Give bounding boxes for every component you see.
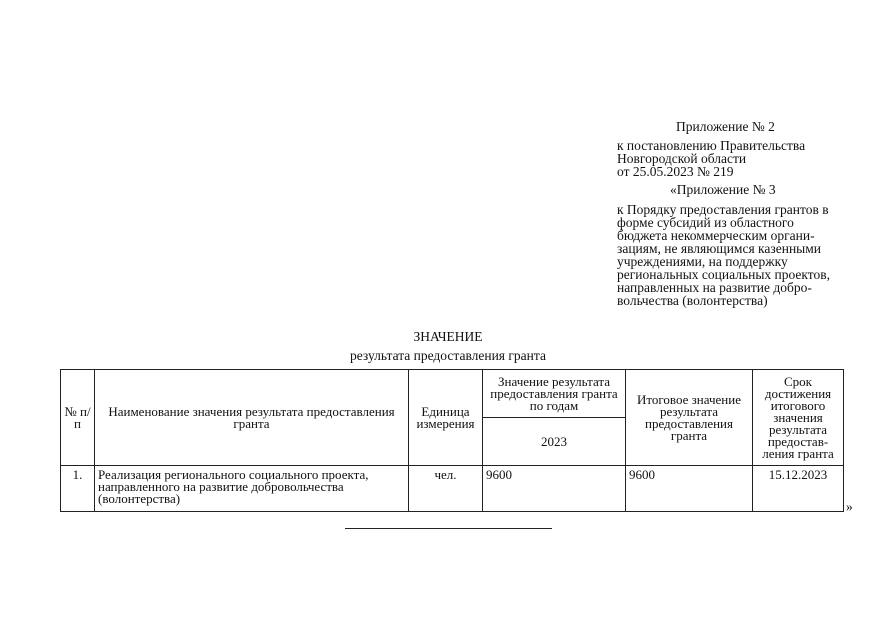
table-header-row — [61, 370, 844, 418]
closing-quote: » — [846, 499, 853, 514]
appendix-2-label: Приложение № 2 — [676, 119, 775, 134]
separator-line — [345, 528, 552, 529]
order-line: вольчества (волонтерства) — [617, 293, 768, 308]
order-reference — [617, 203, 847, 307]
order-line: зациям, не являющимся казенными — [617, 241, 822, 256]
header-name: Наименование значения результата предоставления гранта — [95, 370, 409, 466]
order-line: к Порядку предоставления грантов в — [617, 202, 829, 217]
order-line: бюджета некоммерческим органи- — [617, 228, 815, 243]
order-line: учреждениями, на поддержку — [617, 254, 788, 269]
resolution-line: от 25.05.2023 № 219 — [617, 164, 734, 179]
order-line: форме субсидий из областного — [617, 215, 794, 230]
document-subtitle: результата предоставления гранта — [350, 348, 546, 363]
header-deadline: Срок достижения итогового значения результата предостав-ления гранта — [753, 370, 844, 466]
resolution-line: к постановлению Правительства — [617, 138, 806, 153]
grant-result-table — [60, 369, 844, 512]
row-num: 1. — [61, 466, 95, 512]
appendix-3-label: «Приложение № 3 — [670, 182, 776, 197]
row-unit: чел. — [409, 466, 483, 512]
header-by-years: Значение результата предоставления гранта по годам — [483, 370, 626, 418]
table-row — [61, 466, 844, 512]
row-value-2023: 9600 — [483, 466, 626, 512]
header-num: № п/п — [61, 370, 95, 466]
header-year: 2023 — [483, 418, 626, 466]
document-title: ЗНАЧЕНИЕ — [413, 329, 483, 344]
resolution-line: Новгородской области — [617, 151, 747, 166]
resolution-reference — [617, 139, 847, 178]
header-final-value: Итоговое значение результата предоставления гранта — [626, 370, 753, 466]
row-deadline: 15.12.2023 — [753, 466, 844, 512]
header-unit: Единица измерения — [409, 370, 483, 466]
order-line: региональных социальных проектов, — [617, 267, 831, 282]
row-name: Реализация регионального социального проекта, направленного на развитие добровольчества (волонтерства) — [95, 466, 409, 512]
order-line: направленных на развитие добро- — [617, 280, 812, 295]
row-final-value: 9600 — [626, 466, 753, 512]
